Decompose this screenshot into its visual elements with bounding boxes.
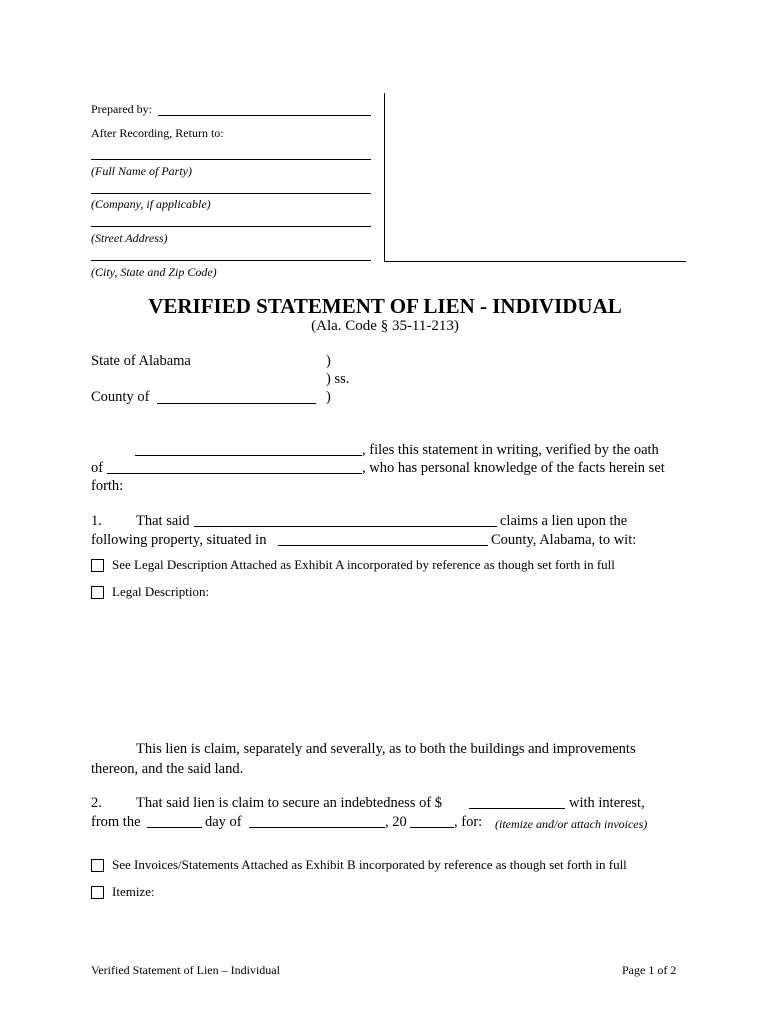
exhibit-b-checkbox[interactable] xyxy=(91,859,104,872)
section-2-day-of: day of xyxy=(205,814,242,830)
itemize-label: Itemize: xyxy=(112,884,155,899)
venue-paren-3: ) xyxy=(326,389,331,405)
section-2-comma-20: , 20 xyxy=(385,814,407,830)
street-line[interactable] xyxy=(91,226,371,227)
claimant-name-line[interactable] xyxy=(135,455,362,456)
lien-claimant-line[interactable] xyxy=(194,526,497,527)
footer-left: Verified Statement of Lien – Individual xyxy=(91,963,280,977)
itemize-checkbox[interactable] xyxy=(91,886,104,899)
section-2-for: , for: xyxy=(454,814,483,830)
city-caption: (City, State and Zip Code) xyxy=(91,265,217,279)
page-subtitle: (Ala. Code § 35-11-213) xyxy=(311,318,459,334)
intro-line-2: , who has personal knowledge of the facts herein set xyxy=(362,460,665,476)
legal-description-label: Legal Description: xyxy=(112,584,210,599)
venue-ss: ) ss. xyxy=(326,371,350,387)
section-2-with-interest: with interest, xyxy=(569,795,645,811)
exhibit-a-label: See Legal Description Attached as Exhibit A incorporated by reference as though set forth in full xyxy=(112,557,615,572)
recording-box-vertical-rule xyxy=(384,93,385,261)
lien-para-line-2: thereon, and the said land. xyxy=(91,761,244,777)
prepared-by-label: Prepared by: xyxy=(91,102,152,116)
section-2-number: 2. xyxy=(91,795,102,811)
intro-line-1: , files this statement in writing, verified by the oath xyxy=(362,442,659,458)
year-line[interactable] xyxy=(410,827,454,828)
recording-box-horizontal-rule xyxy=(384,261,686,262)
section-1-county-tail: County, Alabama, to wit: xyxy=(491,532,637,548)
affiant-name-line[interactable] xyxy=(107,473,362,474)
day-line[interactable] xyxy=(147,827,202,828)
property-county-line[interactable] xyxy=(278,545,488,546)
county-name-line[interactable] xyxy=(157,403,316,404)
indebtedness-amount-line[interactable] xyxy=(469,808,565,809)
venue-county-label: County of xyxy=(91,389,150,405)
page-title: VERIFIED STATEMENT OF LIEN - INDIVIDUAL xyxy=(148,294,622,318)
street-caption: (Street Address) xyxy=(91,231,168,245)
company-line[interactable] xyxy=(91,193,371,194)
exhibit-b-label: See Invoices/Statements Attached as Exhibit B incorporated by reference as though set forth in full xyxy=(112,857,627,872)
section-2-itemize-note: (itemize and/or attach invoices) xyxy=(495,817,648,831)
itemize-checkbox-row[interactable] xyxy=(91,884,155,900)
prepared-by-line[interactable] xyxy=(158,115,371,116)
exhibit-b-checkbox-row[interactable] xyxy=(91,857,627,873)
section-2-from-the: from the xyxy=(91,814,141,830)
intro-line-3: forth: xyxy=(91,478,124,494)
full-name-line[interactable] xyxy=(91,159,371,160)
return-to-label: After Recording, Return to: xyxy=(91,126,224,140)
section-1-that-said: That said xyxy=(136,513,190,529)
section-1-claims: claims a lien upon the xyxy=(500,513,628,529)
company-caption: (Company, if applicable) xyxy=(91,197,211,211)
city-line[interactable] xyxy=(91,260,371,261)
lien-para-line-1: This lien is claim, separately and severally, as to both the buildings and improvements xyxy=(136,741,636,757)
full-name-caption: (Full Name of Party) xyxy=(91,164,192,178)
month-line[interactable] xyxy=(249,827,385,828)
exhibit-a-checkbox-row[interactable] xyxy=(91,557,615,573)
footer-page-number: Page 1 of 2 xyxy=(622,963,677,977)
section-1-number: 1. xyxy=(91,513,102,529)
intro-of: of xyxy=(91,460,104,476)
exhibit-a-checkbox[interactable] xyxy=(91,559,104,572)
section-1-following: following property, situated in xyxy=(91,532,267,548)
venue-state: State of Alabama xyxy=(91,353,191,369)
venue-paren-1: ) xyxy=(326,353,331,369)
legal-description-checkbox-row[interactable] xyxy=(91,584,209,600)
section-2-text-1: That said lien is claim to secure an indebtedness of $ xyxy=(136,795,443,811)
legal-description-checkbox[interactable] xyxy=(91,586,104,599)
